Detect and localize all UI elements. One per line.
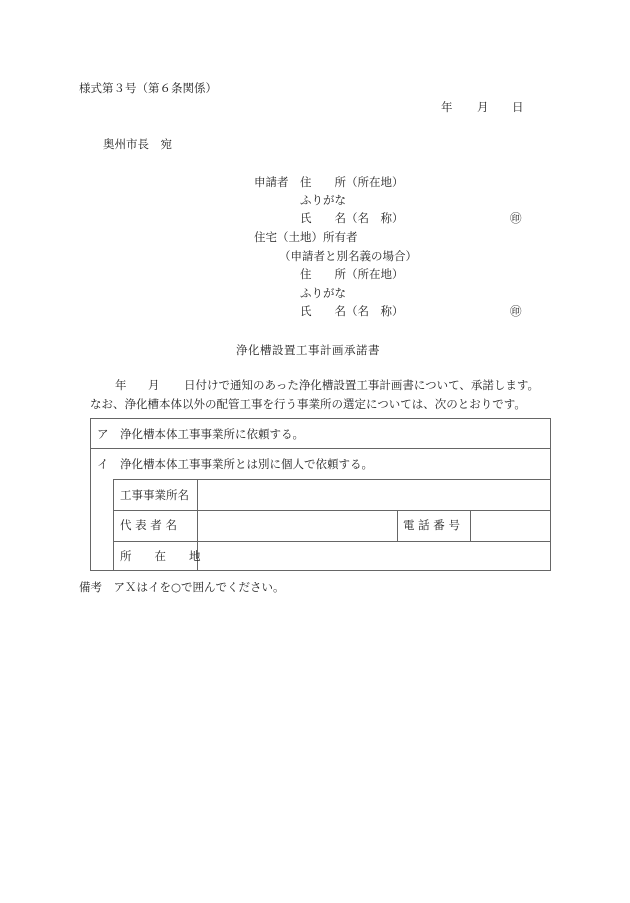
location-field[interactable] — [198, 542, 550, 570]
applicant-name-label: 氏 名（名 称） — [300, 211, 404, 225]
location-label: 所 在 地 — [120, 549, 201, 563]
date-year: 年 — [441, 100, 453, 114]
row-divider — [90, 448, 551, 449]
applicant-role-label: 申請者 — [254, 175, 289, 189]
option-a-text: 浄化槽本体工事事業所に依頼する。 — [120, 427, 304, 441]
date-month: 月 — [477, 100, 489, 114]
business-name-label: 工事事業所名 — [120, 488, 189, 502]
col-divider — [113, 479, 114, 571]
phone-label: 電 話 番 号 — [403, 518, 460, 532]
owner-role-label: 住宅（土地）所有者 — [254, 230, 358, 244]
owner-note: （申請者と別名義の場合） — [279, 249, 417, 263]
body-line2: なお、浄化槽本体以外の配管工事を行う事業所の選定については、次のとおりです。 — [90, 397, 526, 411]
option-a-marker[interactable]: ア — [97, 427, 109, 441]
body-month: 月 — [148, 378, 160, 392]
document-title: 浄化槽設置工事計画承諾書 — [236, 343, 380, 357]
representative-field[interactable] — [198, 511, 396, 540]
applicant-address-label: 住 所（所在地） — [300, 175, 404, 189]
representative-label: 代 表 者 名 — [120, 518, 177, 532]
applicant-seal-icon: ㊞ — [510, 211, 522, 225]
date-day: 日 — [512, 100, 524, 114]
phone-field[interactable] — [471, 511, 550, 540]
option-b-text: 浄化槽本体工事事業所とは別に個人で依頼する。 — [120, 457, 373, 471]
owner-address-label: 住 所（所在地） — [300, 267, 404, 281]
applicant-furigana-label: ふりがな — [300, 193, 346, 207]
form-number: 様式第３号（第６条関係） — [79, 81, 217, 95]
addressee: 奥州市長 宛 — [103, 137, 172, 151]
col-divider — [397, 510, 398, 541]
owner-furigana-label: ふりがな — [300, 286, 346, 300]
body-line1-text: 日付けで通知のあった浄化槽設置工事計画書について、承諾します。 — [184, 378, 540, 392]
body-year: 年 — [115, 378, 127, 392]
option-b-marker[interactable]: イ — [97, 457, 109, 471]
owner-seal-icon: ㊞ — [510, 304, 522, 318]
business-name-field[interactable] — [198, 480, 550, 509]
remarks: 備考 アＸはイを○で囲んでください。 — [79, 580, 285, 594]
owner-name-label: 氏 名（名 称） — [300, 304, 404, 318]
